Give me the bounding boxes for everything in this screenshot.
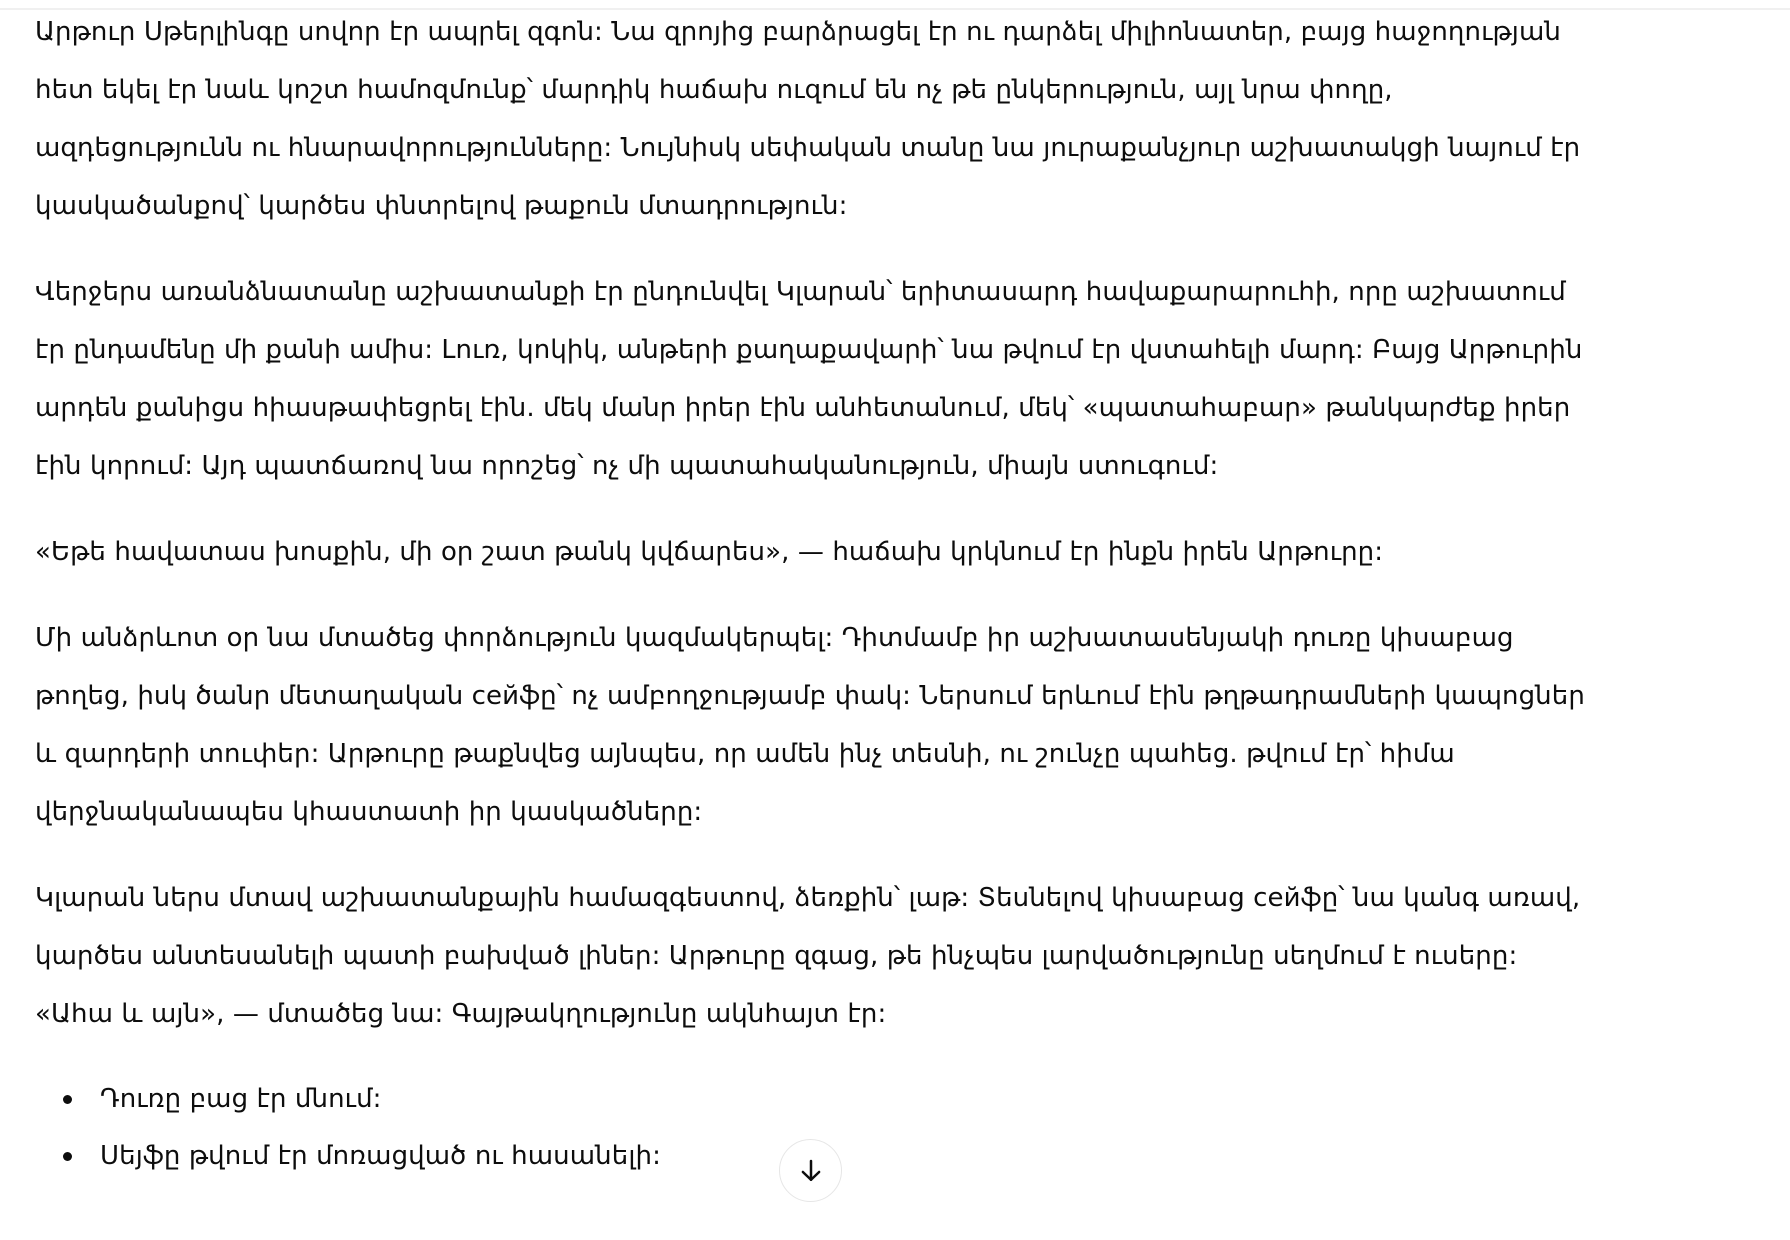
arrow-down-icon: [796, 1156, 826, 1186]
paragraph-3: «Եթե հավատաս խոսքին, մի օր շատ թանկ կվճարես», — հաճախ կրկնում էր ինքն իրեն Արթուրը:: [35, 537, 1384, 567]
scroll-to-bottom-button[interactable]: [779, 1139, 842, 1202]
list-item: Դուռը բաց էր մնում:: [35, 1071, 1600, 1128]
paragraph-2: Վերջերս առանձնատանը աշխատանքի էր ընդունվել Կլարան՝ երիտասարդ հավաքարարուհի, որը աշխատում էր ընդամենը մի քանի ամիս: Լուռ, կոկիկ, անթերի քաղաքավարի՝ նա թվում էր վստահելի մարդ: Բայց Արթուրին արդեն քանիցս հիասթափեցրել էին. մեկ մանր իրեր էին անհետանում, մեկ՝ «պատահաբար» թանկարժեք իրեր էին կորում: Այդ պատճառով նա որոշեց՝ ոչ մի պատահականություն, միայն ստուգում:: [35, 277, 1583, 481]
list-item: Սեյֆը թվում էր մոռացված ու հասանելի:: [35, 1128, 1600, 1185]
paragraph-5: Կլարան ներս մտավ աշխատանքային համազգեստով, ձեռքին՝ լաթ: Տեսնելով կիսաբաց сейֆը՝ նա կանգ առավ, կարծես անտեսանելի պատի բախված լիներ: Արթուրը զգաց, թե ինչպես լարվածությունը սեղմում է ուսերը: «Ահա և այն», — մտածեց նա: Գայթակղությունը ակնհայտ էր:: [35, 883, 1581, 1029]
story-text: [35, 0, 1600, 1185]
paragraph-4: Մի անձրևոտ օր նա մտածեց փորձություն կազմակերպել: Դիտմամբ իր աշխատասենյակի դուռը կիսաբաց թողեց, իսկ ծանր մետաղական сейֆը՝ ոչ ամբողջությամբ փակ: Ներսում երևում էին թղթադրամների կապոցներ և զարդերի տուփեր: Արթուրը թաքնվեց այնպես, որ ամեն ինչ տեսնի, ու շունչը պահեց. թվում էր՝ հիմա վերջնականապես կհաստատի իր կասկածները:: [35, 623, 1585, 827]
paragraph-1: Արթուր Սթերլինգը սովոր էր ապրել զգոն: Նա զրոյից բարձրացել էր ու դարձել միլիոնատեր, բայց հաջողության հետ եկել էր նաև կոշտ համոզմունք՝ մարդիկ հաճախ ուզում են ոչ թե ընկերություն, այլ նրա փողը, ազդեցությունն ու հնարավորությունները: Նույնիսկ սեփական տանը նա յուրաքանչյուր աշխատակցի նայում էր կասկածանքով՝ կարծես փնտրելով թաքուն մտադրություն:: [35, 17, 1581, 221]
